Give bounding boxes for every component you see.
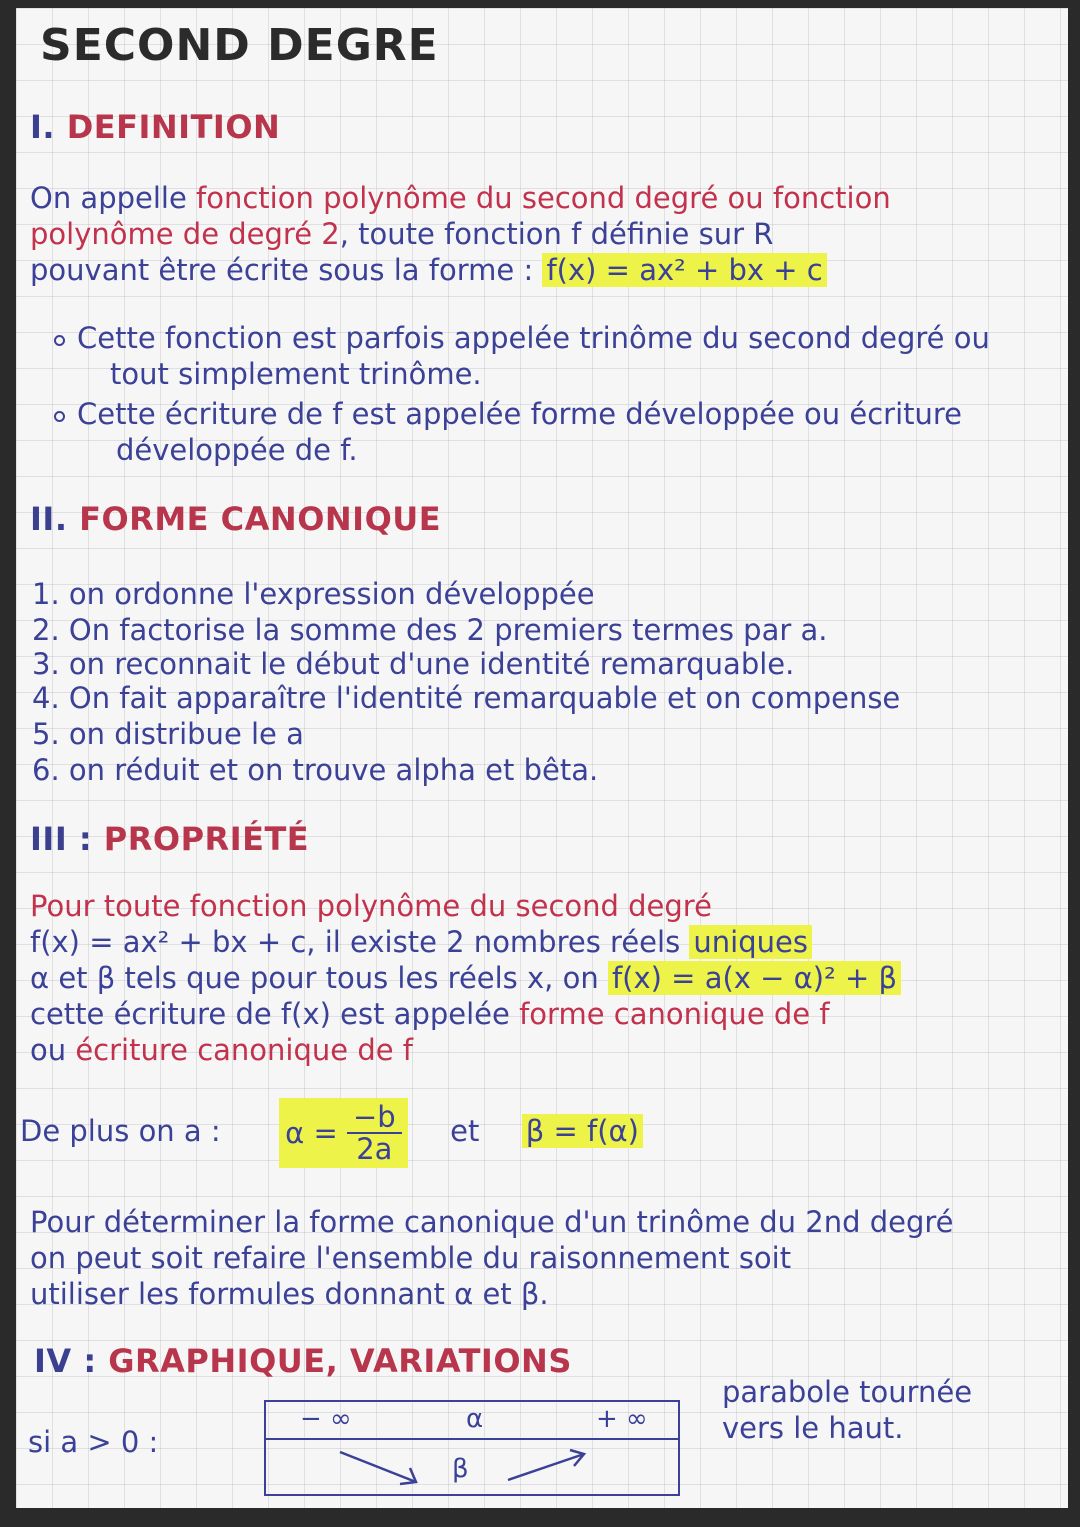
alpha-formula: [279, 1098, 408, 1168]
bullet-2-text: Cette écriture de f est appelée forme développée ou écriture: [77, 397, 963, 431]
definition-line-1: [30, 180, 891, 216]
bullet-icon: [54, 411, 65, 422]
definition-term: fonction polynôme du second degré ou fonction: [196, 181, 891, 215]
section-1-number: I.: [30, 108, 56, 146]
section-4-heading: [34, 1342, 572, 1380]
step-2: 2. On factorise la somme des 2 premiers termes par a.: [32, 613, 828, 647]
method-line-2: on peut soit refaire l'ensemble du raisonnement soit: [30, 1241, 792, 1275]
property-line-5: [30, 1032, 413, 1068]
page-title: SECOND DEGRE: [40, 20, 439, 71]
property-text-2: f(x) = ax² + bx + c, il existe 2 nombres réels: [30, 925, 690, 959]
definition-line-3: [30, 252, 827, 288]
section-2-heading: [30, 500, 441, 538]
et-text: et: [450, 1114, 480, 1148]
property-line-3: [30, 960, 901, 996]
developed-form-formula: f(x) = ax² + bx + c: [542, 253, 826, 287]
section-4-number: IV :: [34, 1342, 97, 1380]
alpha-beta-formulas: [20, 1098, 643, 1168]
section-4-title: GRAPHIQUE, VARIATIONS: [108, 1342, 572, 1380]
condition-a-positive: si a > 0 :: [28, 1425, 159, 1459]
canonical-form-term: forme canonique de f: [519, 997, 830, 1031]
canonical-form-formula: f(x) = a(x − α)² + β: [608, 961, 901, 995]
beta-formula: β = f(α): [522, 1114, 643, 1148]
property-text-5: ou: [30, 1033, 76, 1067]
definition-text-2: , toute fonction f définie sur R: [339, 217, 774, 251]
step-1: 1. on ordonne l'expression développée: [32, 577, 595, 611]
property-text-4: cette écriture de f(x) est appelée: [30, 997, 520, 1031]
method-line-1: Pour déterminer la forme canonique d'un trinôme du 2nd degré: [30, 1205, 954, 1239]
section-3-number: III :: [30, 820, 93, 858]
uniques-highlight: uniques: [689, 925, 812, 959]
increasing-arrow-icon: [504, 1446, 594, 1490]
definition-text-3: pouvant être écrite sous la forme :: [30, 253, 543, 287]
section-3-heading: [30, 820, 309, 858]
step-5: 5. on distribue le a: [32, 717, 304, 751]
notebook-page: [16, 8, 1068, 1508]
section-2-number: II.: [30, 500, 68, 538]
section-1-title: DEFINITION: [66, 108, 281, 146]
parabola-note-1: parabole tournée: [722, 1375, 973, 1409]
step-3: 3. on reconnait le début d'une identité remarquable.: [32, 647, 795, 681]
property-text-3: α et β tels que pour tous les réels x, on: [30, 961, 608, 995]
alpha-value: α: [466, 1404, 484, 1434]
alpha-lhs: α =: [285, 1116, 338, 1150]
definition-text: On appelle: [30, 181, 197, 215]
property-line-4: [30, 996, 830, 1032]
plus-infinity: + ∞: [596, 1404, 648, 1434]
bullet-1-text: Cette fonction est parfois appelée trinôme du second degré ou: [77, 321, 990, 355]
section-3-title: PROPRIÉTÉ: [103, 820, 310, 858]
alpha-denominator: 2a: [356, 1132, 393, 1166]
variation-table: [264, 1400, 680, 1496]
decreasing-arrow-icon: [336, 1446, 426, 1490]
alpha-numerator: −b: [347, 1102, 402, 1134]
alpha-fraction: [347, 1102, 402, 1164]
definition-line-2: [30, 216, 773, 252]
step-6: 6. on réduit et on trouve alpha et bêta.: [32, 753, 599, 787]
method-line-3: utiliser les formules donnant α et β.: [30, 1277, 549, 1311]
bullet-1: [54, 320, 990, 356]
property-line-2: [30, 924, 812, 960]
parabola-note-2: vers le haut.: [722, 1411, 904, 1445]
canonical-writing-term: écriture canonique de f: [75, 1033, 414, 1067]
bullet-2: [54, 396, 962, 432]
property-line-1: Pour toute fonction polynôme du second degré: [30, 889, 712, 923]
section-1-heading: [30, 108, 280, 146]
step-4: 4. On fait apparaître l'identité remarquable et on compense: [32, 681, 901, 715]
bullet-icon: [54, 335, 65, 346]
minus-infinity: − ∞: [300, 1404, 352, 1434]
de-plus-text: De plus on a :: [20, 1114, 221, 1148]
definition-term-2: polynôme de degré 2: [30, 217, 340, 251]
section-2-title: FORME CANONIQUE: [79, 500, 442, 538]
beta-minimum: β: [452, 1454, 469, 1484]
bullet-2-continued: développée de f.: [116, 433, 358, 467]
bullet-1-continued: tout simplement trinôme.: [110, 357, 482, 391]
